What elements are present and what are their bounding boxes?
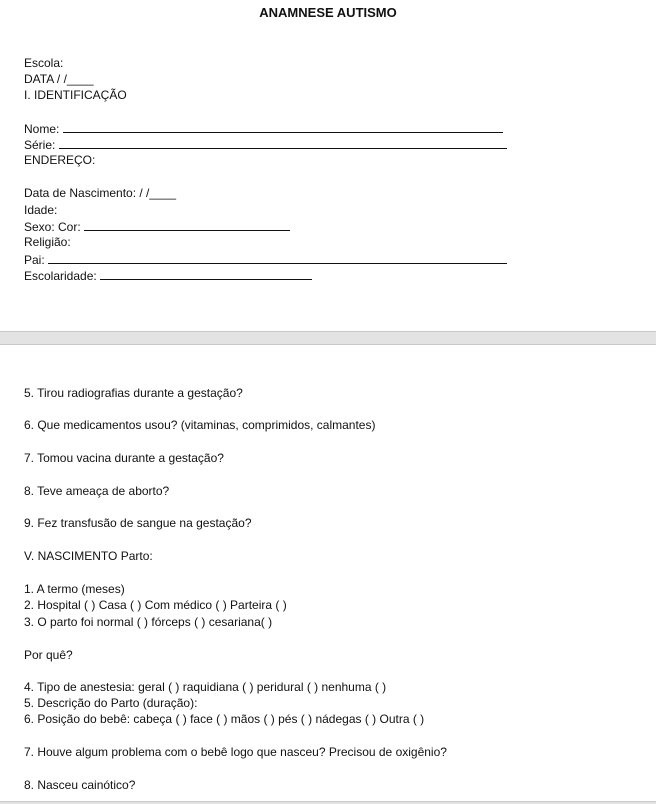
nascimento-4: 4. Tipo de anestesia: geral ( ) raquidiana ( ) peridural ( ) nenhuma ( ) bbox=[24, 680, 387, 694]
section-identificacao: I. IDENTIFICAÇÃO bbox=[24, 88, 127, 102]
nascimento-3: 3. O parto foi normal ( ) fórceps ( ) cesariana( ) bbox=[24, 615, 273, 629]
sexo-cor-row bbox=[24, 219, 290, 234]
por-que: Por quê? bbox=[24, 648, 73, 662]
serie-row bbox=[24, 137, 507, 152]
pai-underline bbox=[48, 252, 507, 264]
section-nascimento: V. NASCIMENTO Parto: bbox=[24, 549, 153, 563]
nome-row bbox=[24, 121, 503, 136]
question-6: 6. Que medicamentos usou? (vitaminas, comprimidos, calmantes) bbox=[24, 418, 376, 432]
serie-underline bbox=[59, 137, 507, 149]
question-7: 7. Tomou vacina durante a gestação? bbox=[24, 451, 224, 465]
document-page-1 bbox=[0, 0, 656, 331]
question-8: 8. Teve ameaça de aborto? bbox=[24, 484, 170, 498]
escolaridade-underline bbox=[100, 268, 312, 280]
escolaridade-label: Escolaridade: bbox=[24, 269, 97, 283]
idade-field: Idade: bbox=[24, 203, 58, 217]
escolaridade-row bbox=[24, 268, 312, 283]
serie-label: Série: bbox=[24, 138, 56, 152]
page-gap bbox=[0, 331, 656, 345]
religiao-field: Religião: bbox=[24, 235, 71, 249]
data-field: DATA / /____ bbox=[24, 72, 94, 86]
nome-label: Nome: bbox=[24, 122, 60, 136]
endereco-field: ENDEREÇO: bbox=[24, 153, 96, 167]
nascimento-7: 7. Houve algum problema com o bebê logo que nasceu? Precisou de oxigênio? bbox=[24, 745, 447, 759]
nascimento-1: 1. A termo (meses) bbox=[24, 582, 125, 596]
document-page-2 bbox=[0, 345, 656, 801]
sexo-cor-label: Sexo: Cor: bbox=[24, 220, 81, 234]
nascimento-2: 2. Hospital ( ) Casa ( ) Com médico ( ) Parteira ( ) bbox=[24, 598, 287, 612]
data-nascimento-field: Data de Nascimento: / /____ bbox=[24, 186, 177, 200]
question-5: 5. Tirou radiografias durante a gestação? bbox=[24, 386, 243, 400]
nascimento-6: 6. Posição do bebê: cabeça ( ) face ( ) mãos ( ) pés ( ) nádegas ( ) Outra ( ) bbox=[24, 712, 425, 726]
pai-row bbox=[24, 252, 507, 267]
pai-label: Pai: bbox=[24, 253, 45, 267]
document-title: ANAMNESE AUTISMO bbox=[259, 5, 397, 20]
nome-underline bbox=[63, 121, 503, 133]
sexo-cor-underline bbox=[84, 219, 290, 231]
escola-field: Escola: bbox=[24, 56, 64, 70]
nascimento-8: 8. Nasceu cainótico? bbox=[24, 778, 136, 792]
question-9: 9. Fez transfusão de sangue na gestação? bbox=[24, 516, 252, 530]
nascimento-5: 5. Descrição do Parto (duração): bbox=[24, 696, 198, 710]
